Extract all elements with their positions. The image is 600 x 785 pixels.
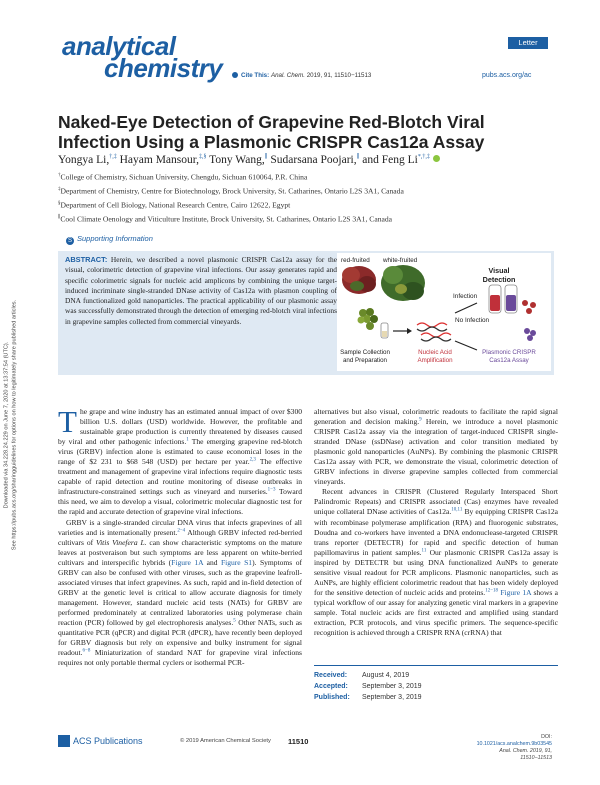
figure-link[interactable]: Figure 1A [500, 587, 532, 597]
journal-url[interactable]: pubs.acs.org/ac [482, 72, 532, 79]
author-name[interactable]: Tony Wang, [209, 153, 265, 166]
author-name[interactable]: Yongya Li, [58, 153, 110, 166]
dna-amplicon-icon [417, 323, 451, 341]
journal-logo-line1[interactable]: analytical [62, 31, 176, 61]
body-column-left [58, 404, 303, 668]
citation-link[interactable]: 10,11 [451, 507, 463, 513]
author-affil-marker: *,†,‡ [417, 154, 430, 160]
journal-logo-line2[interactable]: chemistry [104, 53, 223, 83]
citation-link[interactable]: 2−4 [177, 528, 186, 534]
published-label: Published: [314, 694, 350, 701]
author-affil-marker: ∥ [264, 154, 268, 160]
download-notice-line2[interactable]: See https://pubs.acs.org/sharingguidelines for options on how to legitimately share published articles. [11, 299, 17, 551]
white-leaf-image [381, 265, 425, 301]
cite-icon [232, 72, 238, 78]
author-name[interactable]: Hayam Mansour, [119, 153, 199, 166]
citation-link[interactable]: 12−18 [485, 588, 499, 594]
journal-ref: Anal. Chem. 2019, 91, 11510−11513 [499, 748, 552, 761]
toc-label-white: white-fruited [383, 257, 418, 264]
arrow-icon [407, 328, 412, 334]
article-title: Naked-Eye Detection of Grapevine Red-Blotch Viral Infection Using a Plasmonic CRISPR Cas12a Assay [58, 112, 485, 152]
doi-link[interactable]: 10.1021/acs.analchem.9b03545 [476, 741, 552, 747]
page-number: 11510 [288, 737, 309, 746]
red-leaf-image [342, 266, 376, 294]
supporting-info-icon: S [67, 238, 72, 244]
citation-link[interactable]: 11 [421, 548, 427, 554]
figure-link[interactable]: Figure 1A [171, 557, 204, 567]
publication-dates [314, 665, 558, 703]
toc-no-infection-label: No Infection [455, 317, 490, 324]
affiliations [58, 170, 558, 227]
acs-publications-logo[interactable]: ACS Publications [58, 735, 143, 747]
citation-link[interactable]: 5 [233, 618, 236, 624]
nanoparticle-icon [522, 300, 536, 341]
body-paragraph: GRBV is a single-stranded circular DNA virus that infects grapevines of all varieties and is internationally present.$^{2-4}$ Although GRBV infected red-berried cultivars of Vitis Vinefera L. can show characteristic symptoms on the mature leaves at postveraison but such symptoms are less apparent on white-berried cultivars and interspecific hybrids (Figure 1A and Figure S1). Symptoms of GRBV can also be confused with other viruses, such as the grapevine leafroll-associated viruses that infect grapevines. As such, rapid and in-field detection of GRBV at the genetic level is critical to allow accurate diagnosis for timely management. However, standard nucleic acid tests (NATs) for GRBV are performed predominately at centralized laboratories using polymerase chain reaction (PCR) followed by gel electrophoresis analyses.$^5$ Other NATs, such as quantitative PCR (qPCR) and digital PCR (dPCR), have recently been deployed for GRBV diagnosis but rely on expensive and bulky instrument for signal readout.$^{6-8}$ Miniaturization of standard NAT for grapevine viral infections requires not only portable thermal cyclers or isothermal PCR- [58, 517, 303, 668]
toc-infection-label: Infection [453, 293, 478, 300]
author-name[interactable]: and Feng Li [362, 153, 418, 166]
toc-step3-line1: Plasmonic CRISPR [482, 349, 536, 356]
toc-step2-line1: Nucleic Acid [418, 349, 452, 356]
acs-logo-icon [58, 735, 70, 747]
author-affil-marker: †,‡ [109, 154, 117, 160]
article-type-badge: Letter [508, 37, 548, 49]
citation-link[interactable]: 6−8 [82, 648, 91, 654]
drop-cap: T [58, 404, 77, 439]
cite-this[interactable] [232, 72, 371, 79]
toc-step3-line2: Cas12a Assay [489, 357, 529, 364]
received-label: Received: [314, 672, 348, 679]
orcid-icon[interactable] [433, 155, 440, 162]
accepted-date: September 3, 2019 [362, 683, 422, 690]
arrow-icon [455, 341, 477, 350]
cite-label: Cite This: [241, 72, 270, 79]
toc-step1-line2: and Preparation [342, 357, 388, 364]
toc-graphic [337, 253, 551, 371]
abstract [65, 255, 337, 327]
figure-link[interactable]: Figure S1 [220, 557, 253, 567]
abstract-body: Herein, we described a novel plasmonic CRISPR Cas12a assay for the visual, colorimetric detection of grapevine viral infections. Our assay generates rapid and specific colorimetric signals for nucleic acid amplicons by combining the unique target-induced incriminate single-stranded DNase activity of Cas12a with plasmon coupling of DNA functionalized gold nanoparticles. The practical applicability of our plasmonic assay was successfully demonstrated through the detection of emerging red-blotch viral infections in grapevine samples collected from commercial vineyards. [65, 255, 338, 326]
toc-label-red: red-fruited [341, 257, 370, 264]
supporting-info-label: Supporting Information [77, 234, 153, 243]
toc-step2-line2: Amplification [417, 357, 453, 364]
copyright: © 2019 American Chemical Society [180, 738, 271, 744]
published-date: September 3, 2019 [362, 694, 422, 701]
cite-ref: 2019, 91, 11510−11513 [306, 72, 372, 79]
doi-block [470, 734, 552, 762]
grape-cluster-image [358, 308, 379, 330]
body-paragraph: alternatives but also visual, colorimetric readouts to facilitate the rapid signal generation and decision making.$^9$ Herein, we introduce a novel plasmonic CRISPR Cas12a assay via the integration of target-induced CRISPR single-stranded DNase (ssDNase) activation and color transition mediated by plasmonic gold nanoparticles (AuNPs). By combining the plasmonic CRISPR Cas12a assay with PCR, we demonstrate the visual, colorimetric detection of GRBV infections in diverse grapevine samples collected from commercial vineyards. [314, 407, 558, 487]
citation-link[interactable]: 1 [186, 437, 189, 443]
cite-journal: Anal. Chem. [270, 72, 305, 79]
author-affil-marker: ∥ [356, 154, 360, 160]
affiliation: ∥Cool Climate Oenology and Viticulture Institute, Brock University, St. Catharines, Ontario L2S 3A1, Canada [58, 214, 393, 224]
author-affil-marker: ‡,§ [199, 154, 207, 160]
affiliation: §Department of Cell Biology, National Research Centre, Cairo 12622, Egypt [58, 200, 291, 210]
affiliation: †College of Chemistry, Sichuan University, Chengdu, Sichuan 610064, P.R. China [58, 172, 308, 182]
body-paragraph: Recent advances in CRISPR (Clustered Regularly Interspaced Short Palindromic Repeats) and CRISPR associated (Cas) enzymes have revealed unique collateral DNase activities of Cas12a.$^{10,11}$ By equipping CRISPR Cas12a with recombinase polymerase amplification (RPA) and fluorogenic substrates, Doudna and co-workers have invented a DNA endonuclease-targeted CRISPR trans reporter (DETECTR) for rapid and specific detection of human papillomavirus in patient samples.$^{11}$ Our plasmonic CRISPR Cas12a assay is inspired by DETECTR but using DNA functionalized AuNPs to generate sensitive visual readout for PCR amplicons. Plasmonic nanoparticles, such as AuNPs, are highly efficient colorimetric readout that has been widely deployed for the sensitive detection of nucleic acids and proteins.$^{12-18}$ Figure 1A shows a typical workflow of our assay for analyzing genetic viral markers in a grapevine sample. Total nucleic acids are first extracted and amplified using standard extraction, PCR protocols, and virus specific primers. The sequence-specific recognition is achieved through a CRISPR RNA (crRNA) that [314, 487, 559, 638]
citation-link[interactable]: 9 [419, 417, 422, 423]
result-tube-no-infection [505, 285, 517, 313]
result-tube-infection [489, 285, 501, 313]
received-date: August 4, 2019 [362, 672, 410, 679]
download-notice-line1: Downloaded via 34.228.24.229 on June 7, 2020 at 13:37:54 (UTC). [3, 341, 10, 509]
arrow-icon [455, 303, 477, 313]
sample-tube-icon [381, 323, 388, 338]
toc-graphic-svg [337, 253, 551, 371]
abstract-label: ABSTRACT: [65, 255, 108, 264]
body-column-right [314, 407, 558, 638]
toc-visual-title: Visual [488, 266, 510, 275]
author-name[interactable]: Sudarsana Poojari, [270, 153, 357, 166]
doi-label: DOI: [541, 734, 552, 740]
affiliation: ‡Department of Chemistry, Centre for Biotechnology, Brock University, St. Catharines, Ontario L2S 3A1, Canada [58, 186, 404, 196]
toc-detection-title: Detection [482, 275, 516, 284]
accepted-label: Accepted: [314, 683, 348, 690]
body-paragraph: The grape and wine industry has an estimated annual impact of over $300 billion U.S. dollars (USD) worldwide. However, the profitable and sustainable grape production is currently threatened by diseases caused by viral and other pathogenic infections.$^1$ The emerging grapevine red-blotch virus (GRBV) infection alone is estimated to cause economical loses in the range of $2 231 to $68 548 (USD) per hectare per year.$^{2,3}$ The effective treatment and management of grapevine viral infections require diagnostic tests capable of rapid detection and routine monitoring of disease outbreaks in infrastructure-constrained settings such as vineyard and nurseries.$^{1-3}$ Toward this need, we aim to develop a visual, colorimetric molecular diagnostic test for the rapid and accurate detection of grapevine viral infections. [58, 404, 302, 517]
supporting-info-link[interactable] [66, 234, 153, 245]
download-notice [0, 235, 22, 615]
author-list [58, 153, 558, 166]
toc-step1-line1: Sample Collection [340, 349, 390, 356]
citation-link[interactable]: 1−3 [267, 487, 276, 493]
citation-link[interactable]: 2,3 [249, 457, 256, 463]
